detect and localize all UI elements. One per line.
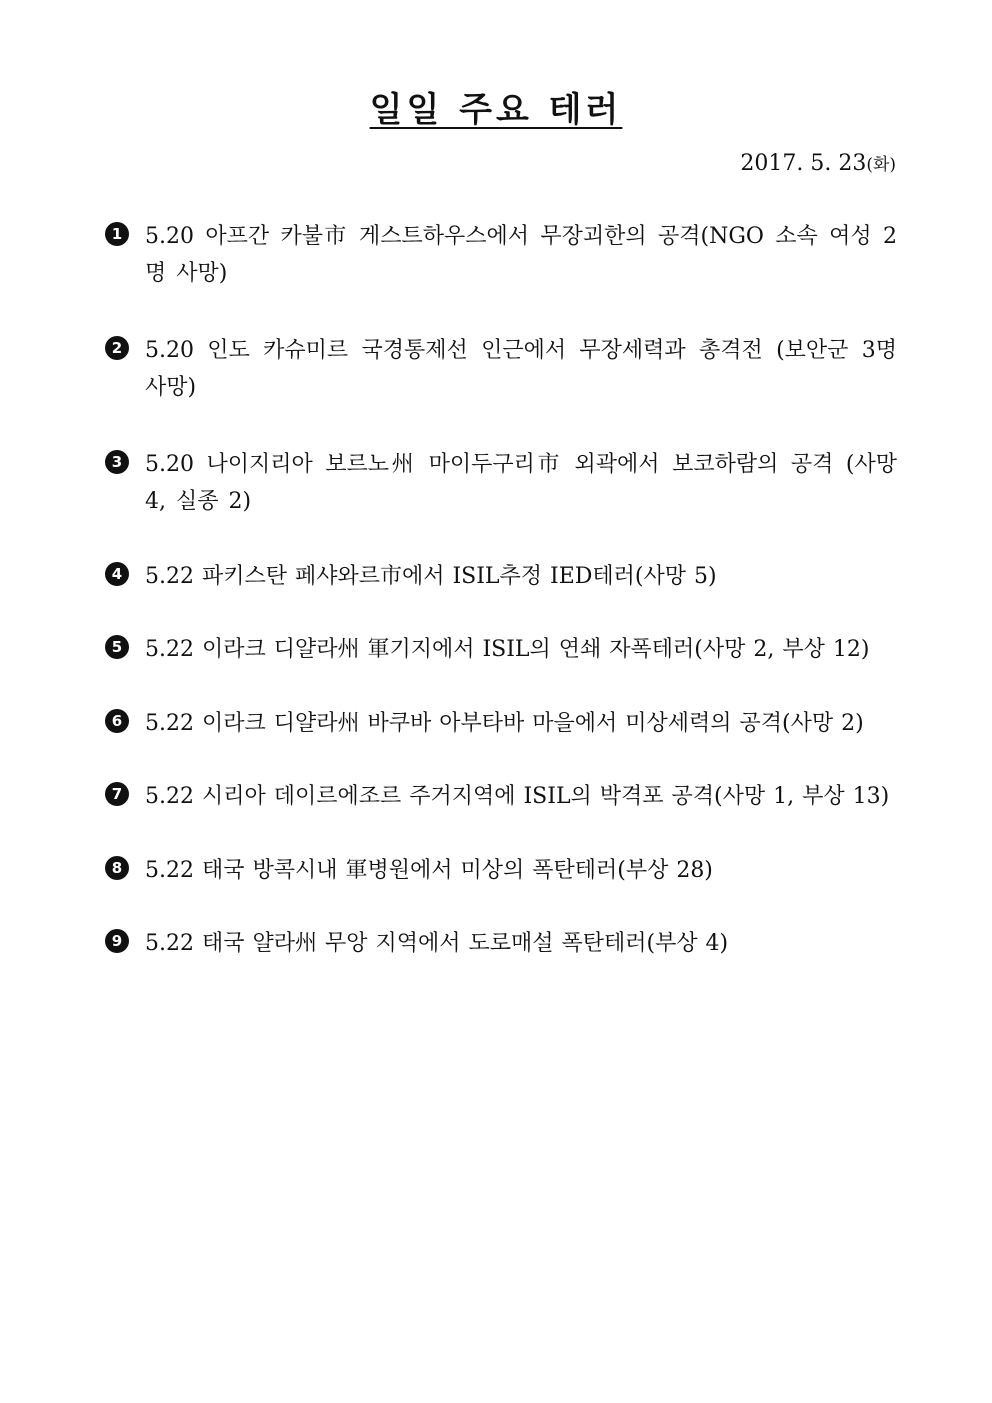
- incident-text: 5.20 인도 카슈미르 국경통제선 인근에서 무장세력과 총격전 (보안군 3명 사망): [145, 338, 897, 400]
- incident-item: [105, 705, 897, 742]
- incident-item: [105, 332, 897, 406]
- incident-text: 5.22 태국 방콕시내 軍병원에서 미상의 폭탄테러(부상 28): [145, 858, 713, 883]
- incident-text: 5.20 나이지리아 보르노州 마이두구리市 외곽에서 보코하람의 공격 (사망 4, 실종 2): [145, 452, 897, 514]
- incident-text: 5.22 태국 얄라州 무앙 지역에서 도로매설 폭탄테러(부상 4): [145, 931, 729, 956]
- report-date-value: 2017. 5. 23: [740, 151, 867, 176]
- number-8-icon: 8: [105, 856, 129, 880]
- incident-text: 5.22 시리아 데이르에조르 주거지역에 ISIL의 박격포 공격(사망 1, 부상 13): [145, 784, 890, 809]
- number-7-icon: 7: [105, 782, 129, 806]
- number-5-icon: 5: [105, 635, 129, 659]
- number-4-icon: 4: [105, 562, 129, 586]
- report-date: [740, 150, 896, 179]
- incident-text: 5.22 파키스탄 페샤와르市에서 ISIL추정 IED테러(사망 5): [145, 564, 717, 589]
- report-day-of-week: (화): [866, 155, 896, 175]
- number-2-icon: 2: [105, 336, 129, 360]
- incident-item: [105, 218, 897, 292]
- page-title: [0, 88, 992, 132]
- incident-item: [105, 852, 897, 889]
- number-9-icon: 9: [105, 929, 129, 953]
- incident-item: [105, 446, 897, 520]
- number-1-icon: 1: [105, 222, 129, 246]
- page-title-text: 일일 주요 테러: [369, 90, 623, 130]
- incident-text: 5.22 이라크 디얄라州 軍기지에서 ISIL의 연쇄 자폭테러(사망 2, 부상 12): [145, 637, 870, 662]
- incident-item: [105, 558, 897, 595]
- incident-item: [105, 925, 897, 962]
- incident-item: [105, 631, 897, 668]
- number-6-icon: 6: [105, 709, 129, 733]
- incident-text: 5.20 아프간 카불市 게스트하우스에서 무장괴한의 공격(NGO 소속 여성 2명 사망): [145, 224, 897, 286]
- incident-item: [105, 778, 897, 815]
- incident-text: 5.22 이라크 디얄라州 바쿠바 아부타바 마을에서 미상세력의 공격(사망 2): [145, 711, 864, 736]
- number-3-icon: 3: [105, 450, 129, 474]
